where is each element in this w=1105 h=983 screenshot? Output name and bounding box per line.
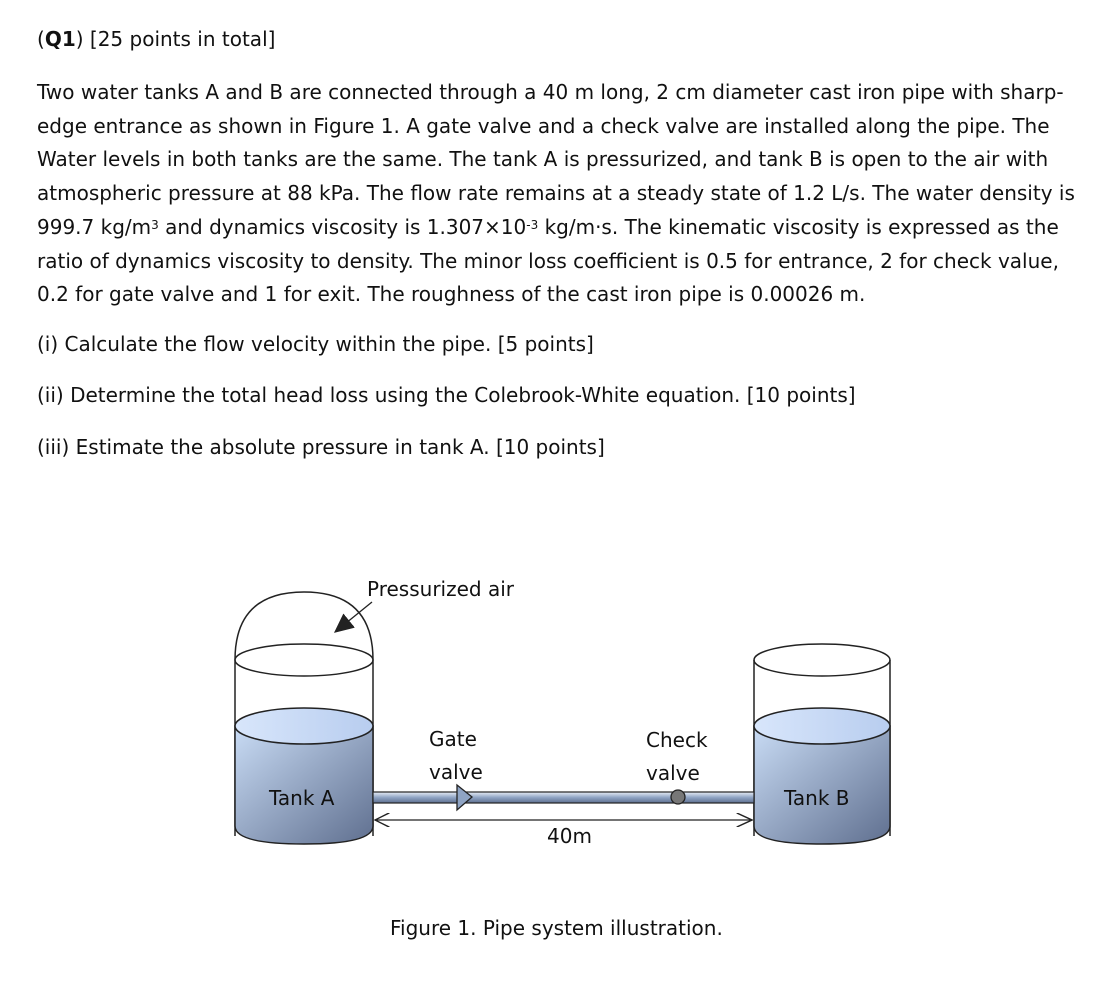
sub-question-2: (ii) Determine the total head loss using the Colebrook-White equation. [10 points]	[37, 382, 856, 407]
tank-b	[754, 644, 890, 844]
pipe-system-figure	[0, 560, 1105, 960]
statement-part-1: Two water tanks A and B are connected through a 40 m long, 2 cm diameter cast iron pipe with sharp-edge entrance as shown in Figure 1. A gate valve and a check valve are installed along the pipe. The Water levels in both tanks are the same. The tank A is pressurized, and tank B is open to the air with atmospheric pressure at 88 kPa. The flow rate remains at a steady state of 1.2 L/s. The water density is 999.7 kg/m	[37, 80, 1075, 239]
points-note: [25 points in total]	[89, 27, 276, 51]
tank-a-rim	[235, 644, 373, 676]
tank-a-water-surface	[235, 708, 373, 744]
question-document	[37, 22, 1077, 464]
tank-b-label: Tank B	[784, 786, 850, 810]
tank-b-rim	[754, 644, 890, 676]
question-heading: (Q1) [25 points in total]	[37, 27, 276, 51]
density-exponent: 3	[151, 217, 159, 232]
statement-part-2: and dynamics viscosity is 1.307×10	[158, 214, 527, 239]
pressurized-air-label: Pressurized air	[367, 577, 514, 601]
question-label: Q1	[44, 27, 76, 51]
statement-part-3: kg/m·s. The kinematic viscosity is expressed as the ratio of dynamics viscosity to density. The minor loss coefficient is 0.5 for entrance, 2 for check value, 0.2 for gate valve and 1 for exit. The roughness of the cast iron pipe is 0.00026 m.	[37, 214, 1059, 307]
viscosity-exponent: -3	[526, 217, 539, 232]
sub-question-1: (i) Calculate the flow velocity within the pipe. [5 points]	[37, 331, 594, 356]
figure-caption: Figure 1. Pipe system illustration.	[390, 916, 723, 940]
tank-a-label: Tank A	[269, 786, 335, 810]
gate-valve-label-line2: valve	[429, 760, 483, 784]
connecting-pipe	[373, 792, 754, 803]
sub-question-3: (iii) Estimate the absolute pressure in tank A. [10 points]	[37, 434, 605, 459]
length-label: 40m	[547, 824, 592, 848]
tank-b-water-surface	[754, 708, 890, 744]
gate-valve-symbol	[457, 785, 472, 810]
gate-valve-label-line1: Gate	[429, 727, 477, 751]
tank-a	[235, 592, 373, 844]
check-valve-label-line1: Check	[646, 728, 708, 752]
check-valve-symbol	[671, 790, 685, 804]
problem-statement	[37, 76, 1077, 312]
check-valve-label-line2: valve	[646, 761, 700, 785]
